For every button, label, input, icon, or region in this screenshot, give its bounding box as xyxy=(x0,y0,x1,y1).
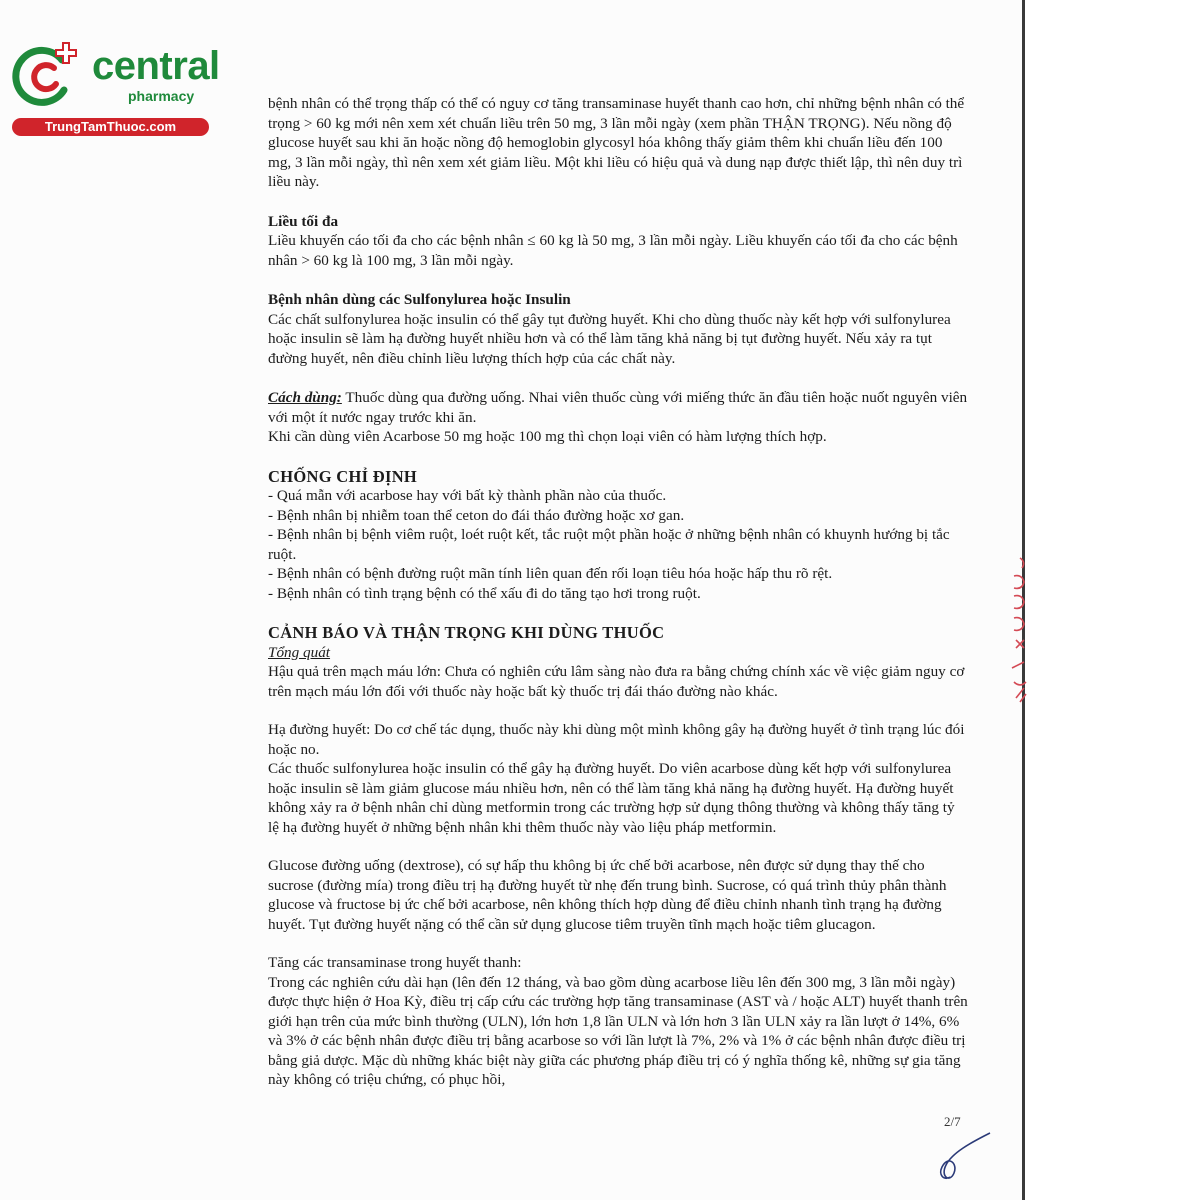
paragraph-transaminase-title: Tăng các transaminase trong huyết thanh: xyxy=(268,954,522,971)
paragraph-hypoglycemia: Hạ đường huyết: Do cơ chế tác dụng, thuốc này khi dùng một mình không gây hạ đường huyết ở tình trạng lúc đói hoặc no. xyxy=(268,721,965,758)
contra-item: - Bệnh nhân bị bệnh viêm ruột, loét ruột kết, tắc ruột một phần hoặc ở những bệnh nhân có khuynh hướng bị tắc ruột. xyxy=(268,526,950,563)
background-outside-page xyxy=(1025,0,1200,1200)
pharmacy-cross-icon xyxy=(12,38,84,110)
paragraph-sulfonylurea: Các chất sulfonylurea hoặc insulin có thể gây tụt đường huyết. Khi cho dùng thuốc này kết hợp với sulfonylurea hoặc insulin sẽ làm hạ đường huyết nhiều hơn và có thể làm tăng khả năng bị tụt đường huyết. Nếu xảy ra tụt đường huyết, nên điều chỉnh liều lượng thích hợp của các chất này. xyxy=(268,310,951,367)
handwritten-signature xyxy=(930,1125,1000,1185)
contra-item: - Bệnh nhân có bệnh đường ruột mãn tính liên quan đến rối loạn tiêu hóa hoặc hấp thu rõ rệt. xyxy=(268,565,833,582)
usage-text: Thuốc dùng qua đường uống. Nhai viên thuốc cùng với miếng thức ăn đầu tiên hoặc nuốt nguyên viên với một ít nước ngay trước khi ăn. xyxy=(268,389,968,426)
heading-warnings: CẢNH BÁO VÀ THẬN TRỌNG KHI DÙNG THUỐC xyxy=(268,623,665,642)
paragraph-usage-2: Khi cần dùng viên Acarbose 50 mg hoặc 100 mg thì chọn loại viên có hàm lượng thích hợp. xyxy=(268,428,827,445)
paragraph-transaminase: Trong các nghiên cứu dài hạn (lên đến 12 tháng, và bao gồm dùng acarbose liều lên đến 300 mg, 3 lần mỗi ngày) được thực hiện ở Hoa Kỳ, điều trị cấp cứu các trường hợp tăng transaminase (AST và / hoặc ALT) huyết thanh trên giới hạn trên của mức bình thường (ULN), lớn hơn 1,8 lần ULN và lớn hơn 3 lần ULN xảy ra lần lượt ở 14%, 6% và 3% ở các bệnh nhân được điều trị bằng acarbose so với lần lượt là 7%, 2% và 1% ở các bệnh nhân được điều trị bằng giả dược. Mặc dù những khác biệt này giữa các phương pháp điều trị có ý nghĩa thống kê, những sự gia tăng này không có triệu chứng, có phục hồi, xyxy=(268,973,968,1088)
usage-label: Cách dùng: xyxy=(268,389,342,406)
logo-wordmark: central xyxy=(92,44,220,88)
logo-subtitle: pharmacy xyxy=(128,88,195,104)
logo-website-bar: TrungTamThuoc.com xyxy=(12,118,209,136)
contra-item: - Bệnh nhân bị nhiễm toan thể ceton do đái tháo đường hoặc xơ gan. xyxy=(268,506,685,524)
page-number: 2/7 xyxy=(944,1114,961,1129)
subheading-general: Tổng quát xyxy=(268,643,331,661)
central-pharmacy-logo xyxy=(12,38,220,138)
paragraph-usage xyxy=(268,388,968,427)
heading-contraindications: CHỐNG CHỈ ĐỊNH xyxy=(268,466,418,486)
document-body xyxy=(268,94,968,1090)
contra-item: - Bệnh nhân có tình trạng bệnh có thể xấu đi do tăng tạo hơi trong ruột. xyxy=(268,584,701,602)
red-stamp-fragment xyxy=(1000,548,1040,718)
paragraph-macrovascular: Hậu quả trên mạch máu lớn: Chưa có nghiên cứu lâm sàng nào đưa ra bằng chứng chính xác về việc giảm nguy cơ trên mạch máu lớn đối với thuốc này hoặc bất kỳ thuốc trị đái tháo đường nào khác. xyxy=(268,663,965,700)
paragraph-sulfonylurea-hypo: Các thuốc sulfonylurea hoặc insulin có thể gây hạ đường huyết. Do viên acarbose dùng kết hợp với sulfonylurea hoặc insulin sẽ làm giảm glucose máu nhiều hơn, nên có thể làm tăng khả năng hạ đường huyết. Hạ đường huyết không xảy ra ở bệnh nhân chỉ dùng metformin trong các trường hợp sử dụng thông thường và không thấy tăng tỷ lệ hạ đường huyết ở những bệnh nhân khi thêm thuốc này vào liệu pháp metformin. xyxy=(268,760,955,836)
paragraph-oral-glucose: Glucose đường uống (dextrose), có sự hấp thu không bị ức chế bởi acarbose, nên được sử dụng thay thế cho sucrose (đường mía) trong điều trị hạ đường huyết từ nhẹ đến trung bình. Sucrose, có quá trình thủy phân thành glucose và fructose bị ức chế bởi acarbose, nên không thích hợp dùng để điều chỉnh nhanh tình trạng hạ đường huyết. Tụt đường huyết nặng có thể cần sử dụng glucose tiêm truyền tĩnh mạch hoặc tiêm glucagon. xyxy=(268,857,947,933)
paragraph-max-dose: Liều khuyến cáo tối đa cho các bệnh nhân ≤ 60 kg là 50 mg, 3 lần mỗi ngày. Liều khuyến cáo tối đa cho các bệnh nhân > 60 kg là 100 mg, 3 lần mỗi ngày. xyxy=(268,232,958,269)
heading-max-dose: Liều tối đa xyxy=(268,212,339,230)
paragraph-intro: bệnh nhân có thể trọng thấp có thể có nguy cơ tăng transaminase huyết thanh cao hơn, chỉ những bệnh nhân có thể trọng > 60 kg mới nên xem xét chuẩn liều trên 50 mg, 3 lần mỗi ngày (xem phần THẬN TRỌNG). Nếu nồng độ glucose huyết sau khi ăn hoặc nồng độ hemoglobin glycosyl hóa không thấy giảm thêm khi chuẩn liều đến 100 mg, 3 lần mỗi ngày, thì nên xem xét giảm liều. Một khi liều có hiệu quả và dung nạp được thiết lập, thì nên duy trì liều này. xyxy=(268,95,965,190)
contra-item: - Quá mẫn với acarbose hay với bất kỳ thành phần nào của thuốc. xyxy=(268,487,667,504)
heading-sulfonylurea: Bệnh nhân dùng các Sulfonylurea hoặc Insulin xyxy=(268,291,571,308)
